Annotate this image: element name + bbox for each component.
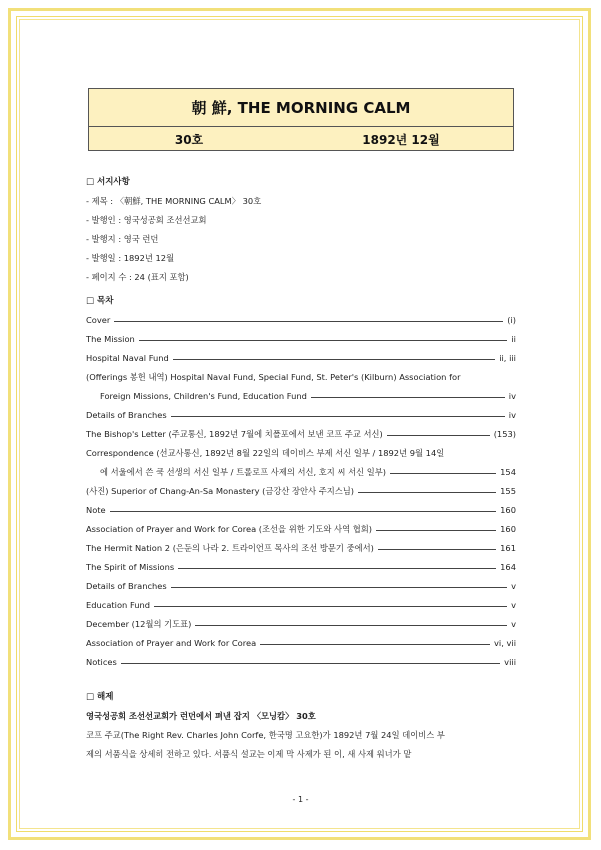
toc-entry: Foreign Missions, Children's Fund, Education Fund: [100, 391, 307, 401]
toc-entry: Note: [86, 505, 106, 515]
toc-entry: (Offerings 봉헌 내역) Hospital Naval Fund, Special Fund, St. Peter's (Kilburn) Association for: [86, 372, 461, 382]
commentary-body-line: 제의 서품식을 상세히 전하고 있다. 서품식 설교는 이제 막 사제가 된 이, 새 사제 워너가 맡: [86, 749, 412, 759]
issue-number: 30호: [174, 132, 204, 147]
toc-row: [86, 558, 516, 577]
toc-leader: [139, 340, 508, 341]
toc-page: 161: [500, 543, 516, 553]
toc-leader: [358, 492, 496, 493]
toc-entry: The Mission: [86, 334, 135, 344]
toc-heading-wrap: [86, 292, 516, 311]
toc-page: v: [511, 619, 516, 629]
toc-page: ii: [511, 334, 516, 344]
toc-page: vi, vii: [493, 638, 516, 648]
toc-page: ii, iii: [499, 353, 516, 363]
toc-leader: [171, 416, 505, 417]
toc-entry: The Spirit of Missions: [86, 562, 175, 572]
table-of-contents: [86, 311, 516, 672]
meta-place: - 발행지 : 영국 런던: [86, 234, 159, 244]
toc-heading: □ 목차: [86, 296, 114, 306]
toc-row: [86, 349, 516, 368]
toc-row: [86, 311, 516, 330]
meta-publisher: - 발행인 : 영국성공회 조선선교회: [86, 215, 207, 225]
toc-page: 160: [500, 524, 516, 534]
toc-leader: [311, 397, 505, 398]
toc-row: [86, 482, 516, 501]
toc-page: v: [511, 600, 516, 610]
meta-date: - 발행일 : 1892년 12월: [86, 253, 175, 263]
toc-row: [86, 653, 516, 672]
toc-page: (153): [493, 429, 516, 439]
commentary-subtitle: 영국성공회 조선선교회가 런던에서 펴낸 잡지 〈모닝캄〉 30호: [86, 711, 316, 721]
toc-page: 154: [500, 467, 516, 477]
commentary-body-line: 코프 주교(The Right Rev. Charles John Corfe, 한국명 고요한)가 1892년 7월 24일 데이비스 부: [86, 730, 445, 740]
document-title: 朝 鮮, THE MORNING CALM: [89, 89, 513, 127]
toc-row: [86, 368, 516, 387]
toc-leader: [173, 359, 495, 360]
commentary-section: [86, 688, 516, 764]
toc-page: 160: [500, 505, 516, 515]
toc-page: (i): [507, 315, 516, 325]
toc-row: [86, 577, 516, 596]
toc-leader: [195, 625, 507, 626]
toc-entry: (사진) Superior of Chang-An-Sa Monastery (금강산 장안사 주지스님): [86, 486, 355, 496]
toc-row: [86, 615, 516, 634]
toc-leader: [390, 473, 496, 474]
toc-entry: The Hermit Nation 2 (은둔의 나라 2. 트라이언프 목사의 조선 방문기 중에서): [86, 543, 374, 553]
issue-date-row: [89, 127, 513, 151]
toc-page: 164: [500, 562, 516, 572]
toc-leader: [178, 568, 496, 569]
toc-entry: Details of Branches: [86, 410, 167, 420]
toc-entry: Association of Prayer and Work for Corea (조선을 위한 기도와 사역 협회): [86, 524, 372, 534]
toc-row: [86, 634, 516, 653]
toc-row: [86, 501, 516, 520]
toc-entry: Association of Prayer and Work for Corea: [86, 638, 257, 648]
meta-pages: - 페이지 수 : 24 (표지 포함): [86, 272, 189, 282]
toc-entry: Correspondence (선교사통신, 1892년 8월 22일의 데이비스 부제 서신 일부 / 1892년 9월 14일: [86, 448, 445, 458]
toc-page: viii: [504, 657, 516, 667]
bibliography-section: [86, 173, 516, 287]
toc-row: [86, 406, 516, 425]
toc-row: [86, 539, 516, 558]
meta-title: - 제목 : 〈朝鮮, THE MORNING CALM〉 30호: [86, 196, 262, 206]
toc-entry: December (12월의 기도표): [86, 619, 192, 629]
toc-entry: Cover: [86, 315, 111, 325]
commentary-heading: □ 해제: [86, 692, 114, 702]
toc-entry: Education Fund: [86, 600, 151, 610]
toc-leader: [387, 435, 490, 436]
toc-leader: [121, 663, 500, 664]
toc-entry: Notices: [86, 657, 117, 667]
toc-page: 155: [500, 486, 516, 496]
toc-page: iv: [508, 391, 516, 401]
toc-row: [86, 520, 516, 539]
toc-row: [86, 330, 516, 349]
toc-row: [86, 387, 516, 406]
toc-entry: Hospital Naval Fund: [86, 353, 169, 363]
toc-entry: Details of Branches: [86, 581, 167, 591]
toc-leader: [376, 530, 496, 531]
toc-leader: [114, 321, 503, 322]
title-box: [88, 88, 514, 151]
toc-entry: 에 서울에서 쓴 쿡 선생의 서신 일부 / 트롤로프 사제의 서신, 호지 씨 서신 일부): [100, 467, 387, 477]
issue-date: 1892년 12월: [362, 132, 440, 147]
toc-leader: [154, 606, 507, 607]
page-number: - 1 -: [292, 795, 309, 804]
bibliography-heading: □ 서지사항: [86, 177, 130, 187]
toc-leader: [110, 511, 497, 512]
toc-leader: [260, 644, 490, 645]
toc-entry: The Bishop's Letter (주교통신, 1892년 7월에 치폴포에서 보낸 코프 주교 서신): [86, 429, 383, 439]
toc-row: [86, 596, 516, 615]
toc-leader: [378, 549, 496, 550]
toc-row: [86, 444, 516, 463]
toc-row: [86, 463, 516, 482]
toc-page: v: [511, 581, 516, 591]
toc-page: iv: [508, 410, 516, 420]
toc-leader: [171, 587, 507, 588]
toc-row: [86, 425, 516, 444]
